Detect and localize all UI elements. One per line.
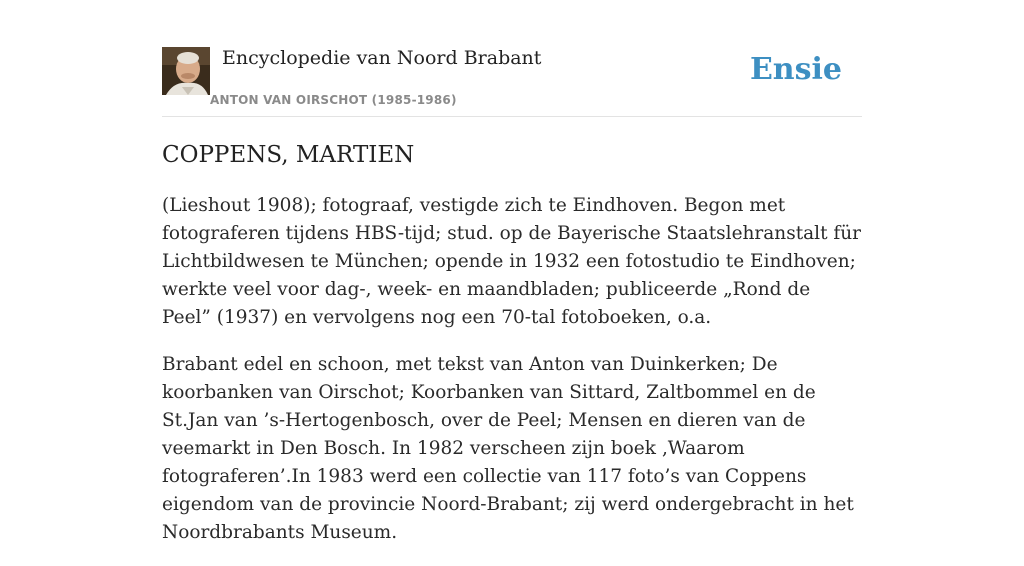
article-title: COPPENS, MARTIEN — [162, 142, 415, 168]
site-title[interactable]: Encyclopedie van Noord Brabant — [222, 47, 542, 69]
author-name[interactable]: ANTON VAN OIRSCHOT (1985-1986) — [210, 93, 457, 107]
avatar[interactable] — [162, 47, 210, 95]
article-paragraph: Brabant edel en schoon, met tekst van Anton van Duinkerken; De koorbanken van Oirschot; Koorbanken van Sittard, Zaltbommel en de St.Jan van ’s-Hertogenbosch, over de Peel; Mensen en dieren van de veemarkt in Den Bosch. In 1982 verscheen zijn boek ‚Waarom fotograferen’.In 1983 werd een collectie van 117 foto’s van Coppens eigendom van de provincie Noord-Brabant; zij werd ondergebracht in het Noordbrabants Museum. — [162, 354, 854, 543]
author-portrait-icon — [162, 47, 210, 95]
article-body — [162, 192, 864, 566]
article-paragraph: (Lieshout 1908); fotograaf, vestigde zich te Eindhoven. Begon met fotograferen tijdens HBS-tijd; stud. op de Bayerische Staatslehranstalt für Lichtbildwesen te München; opende in 1932 een fotostudio te Eindhoven; werkte veel voor dag-, week- en maandbladen; publiceerde „Rond de Peel” (1937) en vervolgens nog een 70-tal fotoboeken, o.a. — [162, 195, 862, 328]
header — [162, 46, 862, 117]
brand-logo[interactable]: Ensie — [749, 52, 842, 87]
